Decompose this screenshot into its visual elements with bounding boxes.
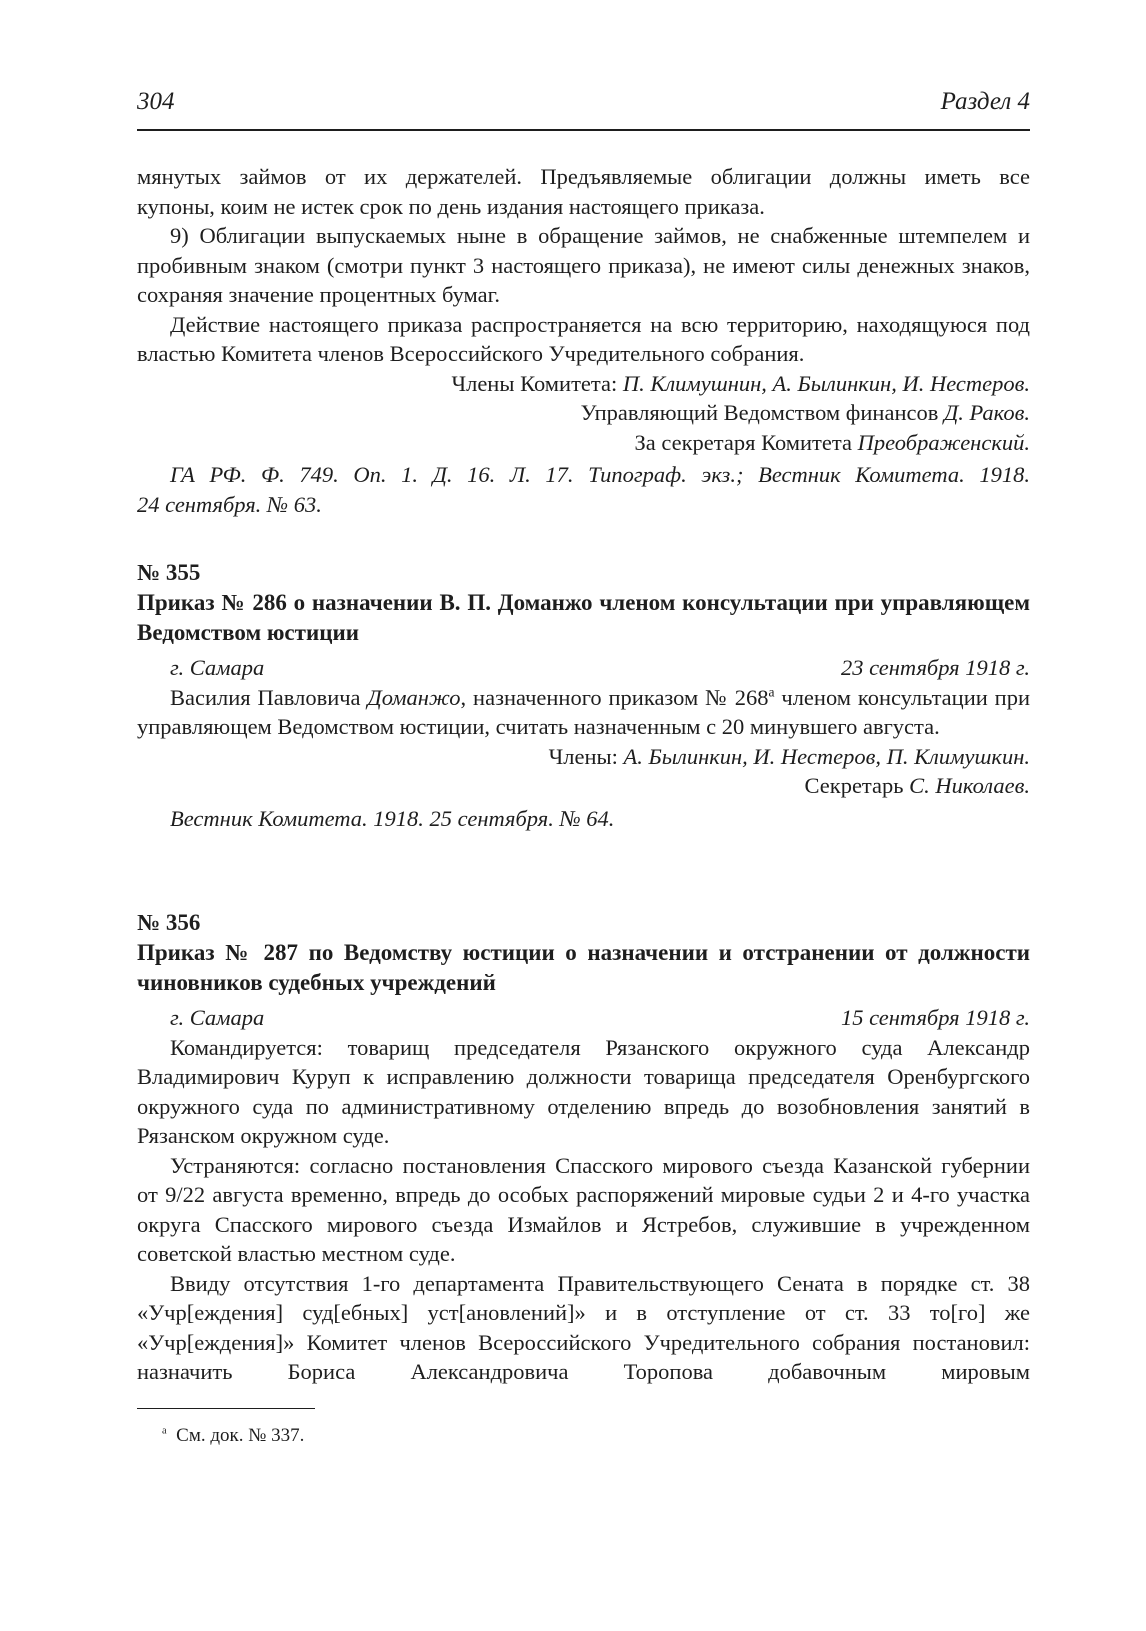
place-date-line [137, 653, 1030, 683]
signature-label: Члены Комитета: [451, 370, 623, 396]
document-place: г. Самара [170, 1005, 265, 1030]
document-place: г. Самара [170, 655, 265, 680]
running-head [137, 88, 1030, 128]
page-number: 304 [137, 88, 175, 115]
signature-names: Преображенский. [857, 429, 1030, 455]
paragraph-removal: Устраняются: согласно постановления Спасского мирового съезда Казанской губернии от 9/22 августа временно, впредь до особых распоряжений мировые судьи 2 и 4-го участка округа Спасского мирового съезда Измайлов и Ястребов, служившие в учрежденном советской властью местном суде. [137, 1152, 1030, 1266]
signature-secretary [137, 771, 1030, 801]
document-356 [137, 908, 1030, 1387]
paragraph-scope: Действие настоящего приказа распространяется на всю территорию, находящуюся под властью Комитета членов Всероссийского Учредительного собрания. [137, 311, 1030, 366]
archive-source-line-1: ГА РФ. Ф. 749. Оп. 1. Д. 16. Л. 17. Типограф. экз.; Вестник Комитета. 1918. [170, 462, 1030, 487]
body-text: Василия Павловича [170, 684, 368, 710]
continued-document [137, 162, 1030, 519]
continued-line-2: купоны, коим не истек срок по день издания настоящего приказа. [137, 193, 765, 219]
archive-source-line-2: 24 сентября. № 63. [137, 491, 322, 517]
signature-label: За секретаря Комитета [634, 429, 858, 455]
document-number: № 355 [137, 560, 201, 585]
paragraph-item-9: 9) Облигации выпускаемых ныне в обращение займов, не снабженные штемпелем и пробивным знаком (смотри пункт 3 настоящего приказа), не имеют силы денежных знаков, сохраняя значение процентных бумаг. [137, 223, 1030, 307]
signature-label: Управляющий Ведомством финансов [580, 400, 944, 425]
document-number: № 356 [137, 910, 201, 935]
footnote-rule [137, 1408, 315, 1409]
document-title: Приказ № 286 о назначении В. П. Доманжо членом консультации при управляющем Ведомством юстиции [137, 590, 1030, 645]
place-date-line [137, 1003, 1030, 1033]
document-body [137, 683, 1030, 742]
document-355 [137, 558, 1030, 833]
signature-members [137, 742, 1030, 772]
document-date: 23 сентября 1918 г. [840, 655, 1030, 680]
signature-finance [137, 398, 1030, 428]
signature-names: П. Климушнин, А. Былинкин, И. Нестеров. [622, 370, 1030, 396]
body-text: членом консультации при управляющем Ведомством юстиции, считать назначенным с 20 минувшего августа. [137, 684, 1030, 739]
paragraph-appointment: Ввиду отсутствия 1-го департамента Правительствующего Сената в порядке ст. 38 «Учр[еждения] суд[ебных] уст[ановлений]» и в отступление от ст. 33 то[го] же «Учр[еждения]» Комитет членов Всероссийского Учредительного собрания постановил: назначить Бориса Александровича Торопова добавочным мировым [137, 1270, 1030, 1384]
body-text: , назначенного приказом № 268 [460, 684, 769, 710]
footnote [162, 1424, 304, 1448]
person-name: Доманжо [367, 684, 461, 710]
footnote-text: См. док. № 337. [176, 1425, 305, 1446]
signature-committee [137, 369, 1030, 399]
signature-names: С. Николаев. [909, 773, 1030, 798]
header-rule [137, 129, 1030, 131]
section-title: Раздел 4 [940, 88, 1030, 115]
signature-label: Члены: [548, 743, 624, 769]
signature-names: А. Былинкин, И. Нестеров, П. Климушкин. [623, 743, 1030, 769]
continued-line-1: мянутых займов от их держателей. Предъявляемые облигации должны иметь все [137, 164, 1030, 189]
footnote-marker: а [768, 684, 775, 699]
signature-names: Д. Раков. [943, 400, 1030, 425]
document-title: Приказ № 287 по Ведомству юстиции о назначении и отстранении от должности чиновников судебных учреждений [137, 940, 1030, 995]
signature-secretary [137, 428, 1030, 458]
signature-label: Секретарь [804, 773, 910, 798]
document-date: 15 сентября 1918 г. [840, 1005, 1030, 1030]
footnote-mark: а [162, 1425, 167, 1437]
document-source: Вестник Комитета. 1918. 25 сентября. № 64. [170, 805, 615, 831]
paragraph-assignment: Командируется: товарищ председателя Рязанского окружного суда Александр Владимирович Куруп к исправлению должности товарища председателя Оренбургского окружного суда по административному отделению впредь до возобновления занятий в Рязанском окружном суде. [137, 1034, 1030, 1148]
